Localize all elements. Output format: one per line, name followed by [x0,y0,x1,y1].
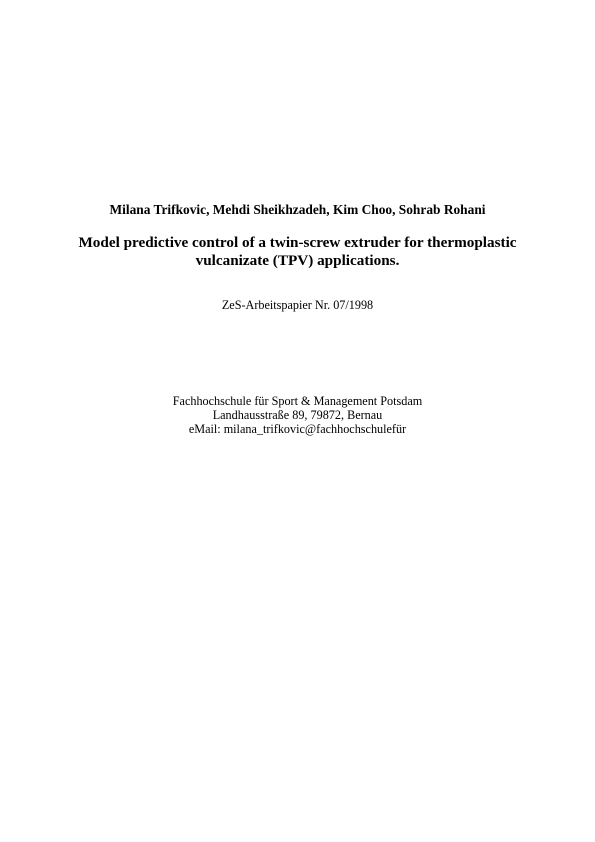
affiliation-address: Landhausstraße 89, 79872, Bernau [212,408,383,422]
paper-title-line-2: vulcanizate (TPV) applications. [195,252,400,269]
paper-title-line-1: Model predictive control of a twin-screw extruder for thermoplastic [78,234,517,251]
contact-email: eMail: milana_trifkovic@fachhochschulefür [188,422,407,436]
working-paper-number: ZeS-Arbeitspapier Nr. 07/1998 [221,298,374,312]
affiliation-institution: Fachhochschule für Sport & Management Potsdam [172,394,423,408]
author-list: Milana Trifkovic, Mehdi Sheikhzadeh, Kim Choo, Sohrab Rohani [109,202,486,217]
